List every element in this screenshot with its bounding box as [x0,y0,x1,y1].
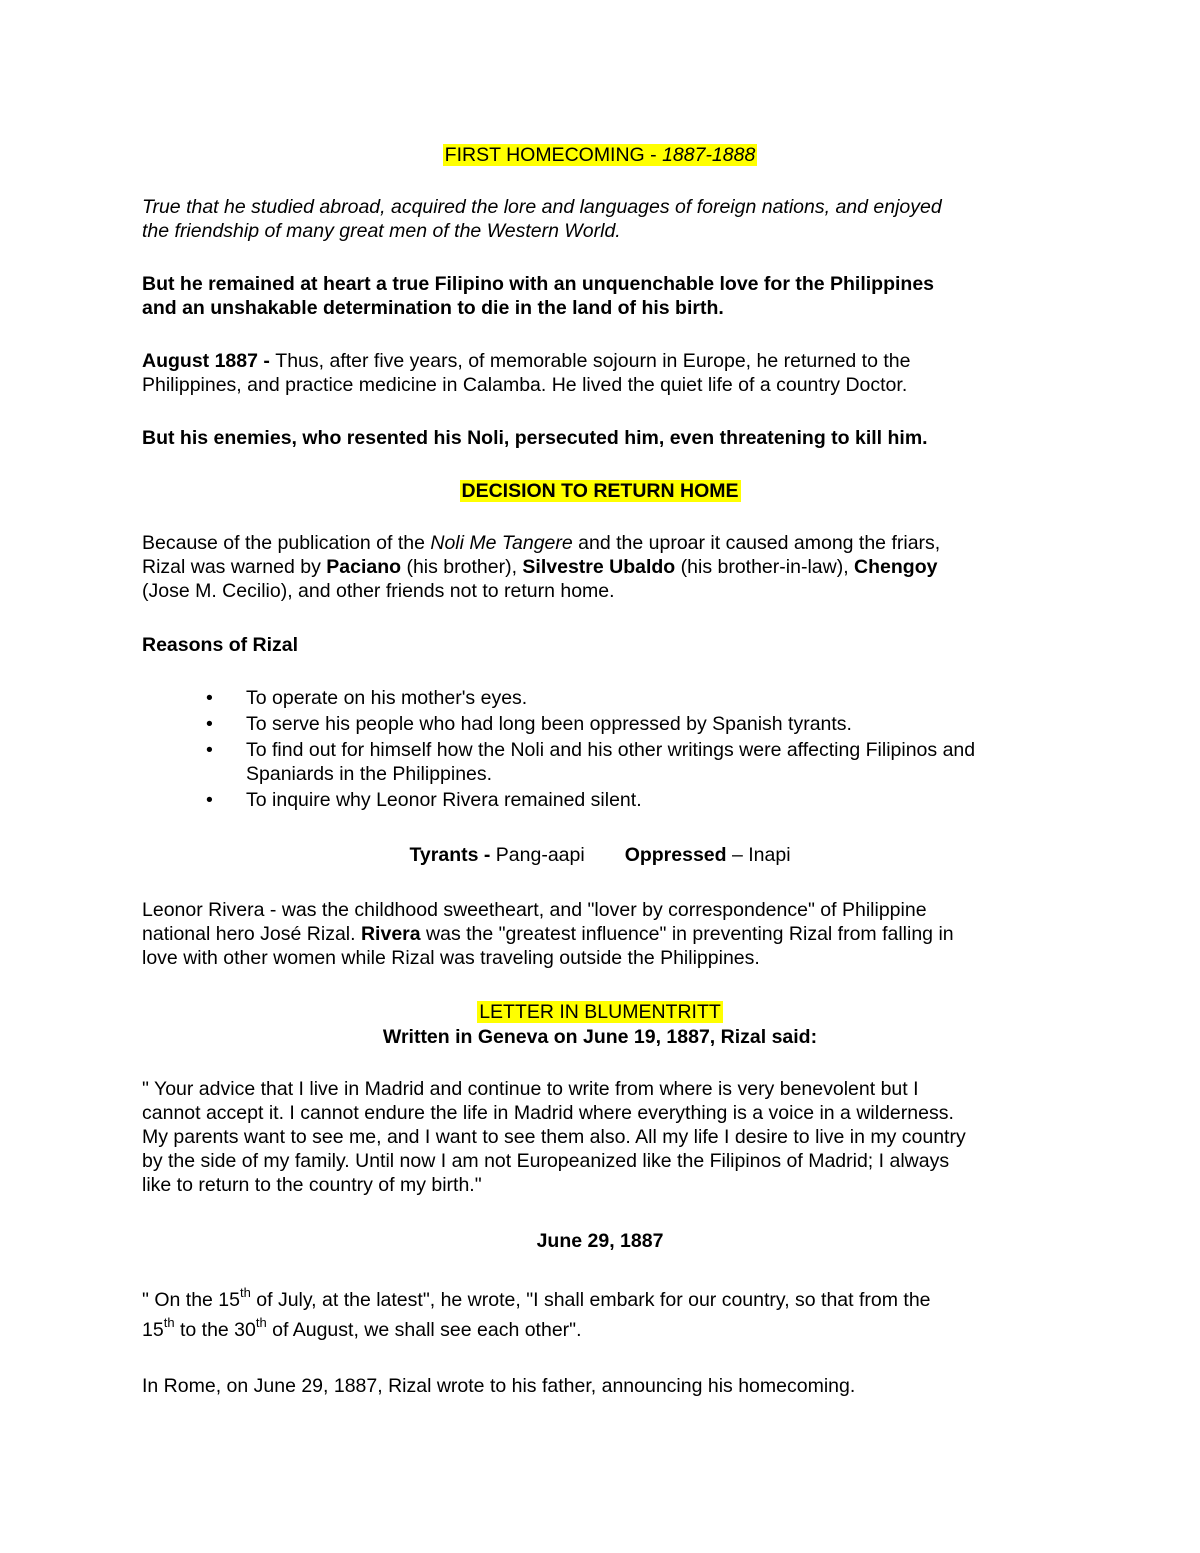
name-paciano: Paciano [326,556,402,578]
ordinal-suffix: th [255,1315,267,1330]
august-line-2: Philippines, and practice medicine in Calamba. He lived the quiet life of a country Doctor. [142,374,908,396]
name-silvestre: Silvestre Ubaldo [522,556,676,578]
quote-line: " Your advice that I live in Madrid and continue to write from where is very benevolent but I [142,1078,919,1100]
leonor-line-1: Leonor Rivera - was the childhood sweetheart, and "lover by correspondence" of Philippine [142,899,927,921]
bullet-icon: • [206,713,213,735]
warning-text-f: (Jose M. Cecilio), and other friends not to return home. [142,580,615,602]
quote-paragraph [142,1077,1062,1197]
reasons-heading: Reasons of Rizal [142,634,299,656]
quote-line: by the side of my family. Until now I am not Europeanized like the Filipinos of Madrid; I always [142,1150,950,1172]
reason-text: To inquire why Leonor Rivera remained silent. [246,789,642,811]
tyrants-label: Tyrants - [409,844,496,866]
list-item [142,686,1062,710]
leonor-line-2a: national hero José Rizal. [142,923,361,945]
title-text: FIRST HOMECOMING - [444,144,663,166]
leonor-line-2b: was the "greatest influence" in preventing Rizal from falling in [420,923,954,945]
name-rivera: Rivera [360,923,421,945]
bullet-icon: • [206,789,213,811]
list-item [142,788,1062,812]
section-title-first-homecoming [0,143,1200,167]
embark-text-1b: of July, at the latest", he wrote, "I shall embark for our country, so that from the [250,1289,931,1311]
noli-title: Noli Me Tangere [430,532,573,554]
intro-paragraph [142,195,1062,243]
enemies-paragraph: But his enemies, who resented his Noli, persecuted him, even threatening to kill him. [142,427,928,449]
list-item [142,738,1062,786]
warning-text-a: Because of the publication of the [142,532,431,554]
bullet-icon: • [206,739,213,761]
ordinal-suffix: th [163,1315,175,1330]
reason-text: To find out for himself how the Noli and his other writings were affecting Filipinos and Spaniards in the Philippines. [246,739,976,785]
date-heading: June 29, 1887 [536,1230,664,1252]
quote-line: My parents want to see me, and I want to see them also. All my life I desire to live in my country [142,1126,966,1148]
bullet-icon: • [206,687,213,709]
warning-text-b: and the uproar it caused among the friars, [572,532,941,554]
quote-line: like to return to the country of my birth." [142,1174,482,1196]
tyrants-value: Pang-aapi [495,844,585,866]
reasons-list [142,686,1062,814]
letter-title-text: LETTER IN BLUMENTRITT [479,1001,721,1023]
reason-text: To operate on his mother's eyes. [246,687,528,709]
name-chengoy: Chengoy [854,556,938,578]
warning-text-e: (his brother-in-law), [675,556,855,578]
warning-paragraph [142,531,1062,603]
reason-text: To serve his people who had long been oppressed by Spanish tyrants. [246,713,852,735]
august-label: August 1887 - [142,350,276,372]
section-title-decision [0,479,1200,503]
bold-line-2: and an unshakable determination to die in the land of his birth. [142,297,724,319]
embark-text-1a: " On the 15 [142,1289,240,1311]
warning-text-c: Rizal was warned by [142,556,327,578]
intro-line-1: True that he studied abroad, acquired the lore and languages of foreign nations, and enjoyed [142,196,942,218]
title-years: 1887-1888 [662,144,756,166]
terms-line [0,843,1200,867]
august-line-1: Thus, after five years, of memorable sojourn in Europe, he returned to the [275,350,911,372]
august-1887-paragraph [142,349,1062,397]
leonor-line-3: love with other women while Rizal was traveling outside the Philippines. [142,947,760,969]
bold-line-1: But he remained at heart a true Filipino with an unquenchable love for the Philippines [142,273,935,295]
embark-text-2c: of August, we shall see each other". [266,1319,582,1341]
quote-line: cannot accept it. I cannot endure the life in Madrid where everything is a voice in a wilderness. [142,1102,954,1124]
warning-text-d: (his brother), [401,556,523,578]
oppressed-label: Oppressed [624,844,727,866]
oppressed-value: – Inapi [726,844,791,866]
embark-paragraph [142,1285,1062,1345]
letter-subtitle: Written in Geneva on June 19, 1887, Rizal said: [382,1026,818,1048]
embark-text-2a: 15 [142,1319,164,1341]
intro-line-2: the friendship of many great men of the Western World. [142,220,621,242]
decision-title-text: DECISION TO RETURN HOME [461,480,739,502]
leonor-paragraph [142,898,1062,970]
rome-paragraph: In Rome, on June 29, 1887, Rizal wrote to his father, announcing his homecoming. [142,1375,856,1397]
list-item [142,712,1062,736]
filipino-heart-paragraph [142,272,1062,320]
ordinal-suffix: th [240,1285,251,1300]
section-title-letter [0,1000,1200,1024]
embark-text-2b: to the 30 [174,1319,256,1341]
